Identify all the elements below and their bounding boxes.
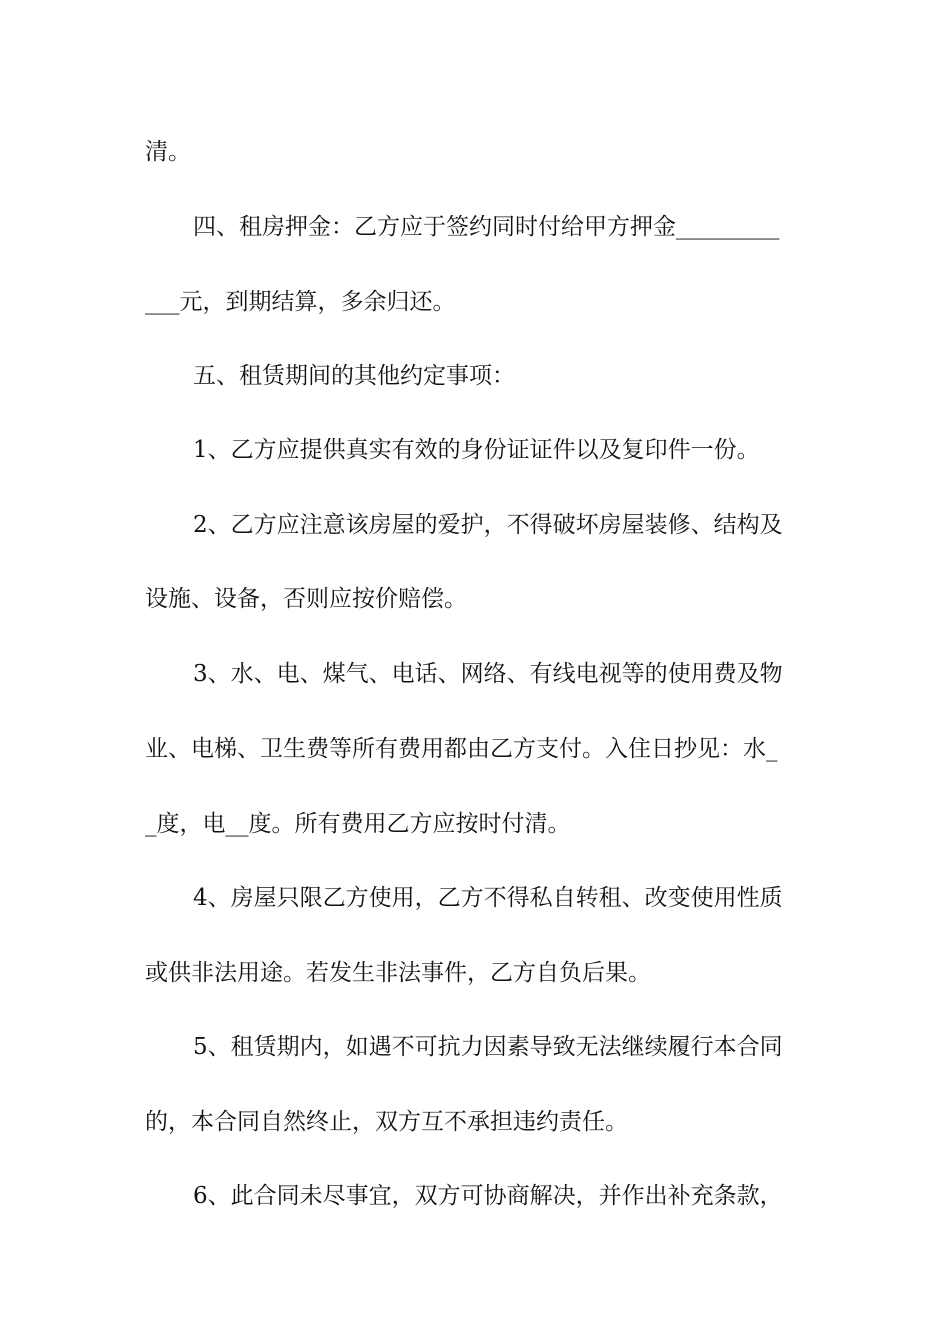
text-line-4: 五、租赁期间的其他约定事项： bbox=[193, 363, 515, 389]
text-line-6: 2、乙方应注意该房屋的爱护，不得破坏房屋装修、结构及 bbox=[193, 512, 783, 538]
text-line-5: 1、乙方应提供真实有效的身份证证件以及复印件一份。 bbox=[193, 437, 760, 463]
text-line-12: 或供非法用途。若发生非法事件，乙方自负后果。 bbox=[145, 960, 651, 986]
text-line-9: 业、电梯、卫生费等所有费用都由乙方支付。入住日抄见：水_ bbox=[145, 736, 778, 762]
text-line-3: ___元，到期结算，多余归还。 bbox=[145, 289, 456, 315]
text-line-7: 设施、设备，否则应按价赔偿。 bbox=[145, 586, 467, 612]
text-line-1: 清。 bbox=[145, 139, 191, 165]
text-line-8: 3、水、电、煤气、电话、网络、有线电视等的使用费及物 bbox=[193, 661, 783, 687]
text-line-13: 5、租赁期内，如遇不可抗力因素导致无法继续履行本合同 bbox=[193, 1034, 783, 1060]
text-line-11: 4、房屋只限乙方使用，乙方不得私自转租、改变使用性质 bbox=[193, 885, 783, 911]
text-line-10: _度，电__度。所有费用乙方应按时付清。 bbox=[145, 811, 571, 837]
text-line-2: 四、租房押金：乙方应于签约同时付给甲方押金_________ bbox=[193, 214, 780, 240]
text-line-15: 6、此合同未尽事宜，双方可协商解决，并作出补充条款， bbox=[193, 1183, 783, 1209]
text-line-14: 的，本合同自然终止，双方互不承担违约责任。 bbox=[145, 1109, 628, 1135]
